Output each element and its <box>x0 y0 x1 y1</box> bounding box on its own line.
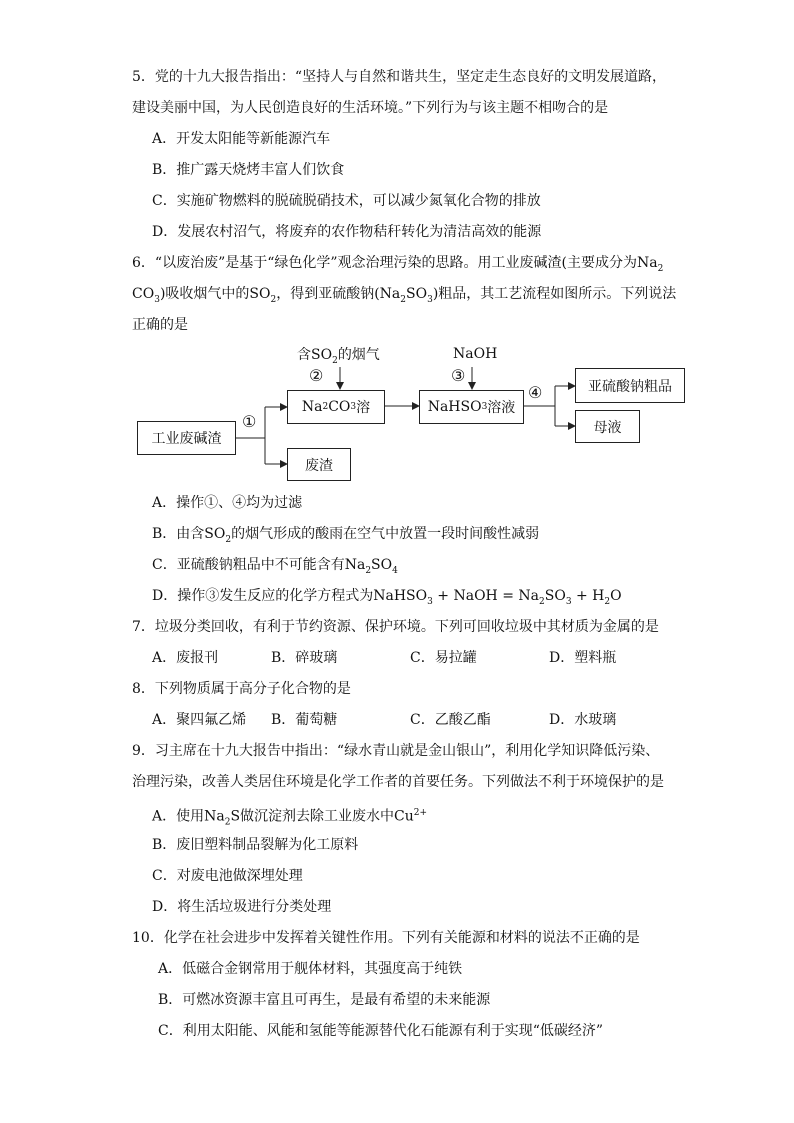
q6-option-c: C．亚硫酸钠粗品中不可能含有$Na_2SO_4$ <box>152 557 398 576</box>
q7-stem: 7．垃圾分类回收，有利于节约资源、保护环境。下列可回收垃圾中其材质为金属的是 <box>132 619 659 635</box>
q8-stem: 8．下列物质属于高分子化合物的是 <box>132 681 351 697</box>
q7-option-d: D．塑料瓶 <box>549 650 617 666</box>
box-sodium-sulfite-crude: 亚硫酸钠粗品 <box>575 368 685 403</box>
box-nahso3-solution: NaHSO 3 溶液 <box>419 390 524 424</box>
label-naoh: NaOH <box>453 346 498 362</box>
q9-stem-line1: 9．习主席在十九大报告中指出：“绿水青山就是金山银山”，利用化学知识降低污染、 <box>132 743 660 759</box>
q7-option-b: B．碎玻璃 <box>271 650 338 666</box>
q9-option-d: D．将生活垃圾进行分类处理 <box>152 899 332 915</box>
label-so2-flue-gas: 含$SO_2$的烟气 <box>297 347 380 366</box>
step-2-marker: ② <box>309 366 324 385</box>
q5-option-a: A．开发太阳能等新能源汽车 <box>152 131 331 147</box>
box-mother-liquor: 母液 <box>575 410 640 443</box>
step-1-marker: ① <box>242 412 257 431</box>
q9-option-c: C．对废电池做深埋处理 <box>152 868 303 884</box>
q6-stem-line3: 正确的是 <box>132 317 188 333</box>
q5-option-c: C．实施矿物燃料的脱硫脱硝技术，可以减少氮氧化合物的排放 <box>152 193 541 209</box>
q7-option-a: A．废报刊 <box>152 650 219 666</box>
q8-option-b: B．葡萄糖 <box>271 712 338 728</box>
q9-option-b: B．废旧塑料制品裂解为化工原料 <box>152 837 359 853</box>
q10-option-b: B．可燃冰资源丰富且可再生，是最有希望的未来能源 <box>158 992 491 1008</box>
q7-options <box>0 649 794 667</box>
q9-option-a: A．使用$Na_2S$做沉淀剂去除工业废水中$Cu^{2+}$ <box>152 808 428 828</box>
q8-option-a: A．聚四氟乙烯 <box>152 712 247 728</box>
q6-stem-line2: $CO_3$)吸收烟气中的$SO_2$，得到亚硫酸钠$(Na_2SO_3)$粗品，其工艺流程如图所示。下列说法 <box>132 286 677 305</box>
q5-option-d: D．发展农村沼气，将废弃的农作物秸秆转化为清洁高效的能源 <box>152 224 542 240</box>
step-4-marker: ④ <box>528 383 543 402</box>
q6-option-d: D．操作③发生反应的化学方程式为NaHSO$_3$ + NaOH = $Na_2SO_3 + H_2O$ <box>152 588 622 607</box>
box-industrial-waste: 工业废碱渣 <box>137 421 236 455</box>
q10-stem: 10．化学在社会进步中发挥着关键性作用。下列有关能源和材料的说法不正确的是 <box>132 930 640 946</box>
q6-stem-line1: 6．“以废治废”是基于“绿色化学”观念治理污染的思路。用工业废碱渣(主要成分为$Na_2$ <box>132 255 664 274</box>
q5-option-b: B．推广露天烧烤丰富人们饮食 <box>152 162 345 178</box>
q7-option-c: C．易拉罐 <box>410 650 477 666</box>
q10-option-c: C．利用太阳能、风能和氢能等能源替代化石能源有利于实现“低碳经济” <box>158 1023 604 1039</box>
q10-option-a: A．低磁合金钢常用于舰体材料，其强度高于纯铁 <box>158 961 463 977</box>
box-residue: 废渣 <box>287 448 351 481</box>
step-3-marker: ③ <box>451 366 466 385</box>
q9-stem-line2: 治理污染，改善人类居住环境是化学工作者的首要任务。下列做法不利于环境保护的是 <box>132 774 664 790</box>
q6-option-b: B．由含$SO_2$的烟气形成的酸雨在空气中放置一段时间酸性减弱 <box>152 526 540 545</box>
q8-options <box>0 711 794 729</box>
q6-option-a: A．操作①、④均为过滤 <box>152 495 303 511</box>
q5-stem-line2: 建设美丽中国，为人民创造良好的生活环境。”下列行为与该主题不相吻合的是 <box>132 100 609 116</box>
q8-option-d: D．水玻璃 <box>549 712 617 728</box>
q8-option-c: C．乙酸乙酯 <box>410 712 491 728</box>
box-na2co3-solution: Na 2 CO 3 溶 <box>287 390 385 424</box>
q5-stem-line1: 5．党的十九大报告指出：“坚持人与自然和谐共生，坚定走生态良好的文明发展道路， <box>132 69 667 85</box>
